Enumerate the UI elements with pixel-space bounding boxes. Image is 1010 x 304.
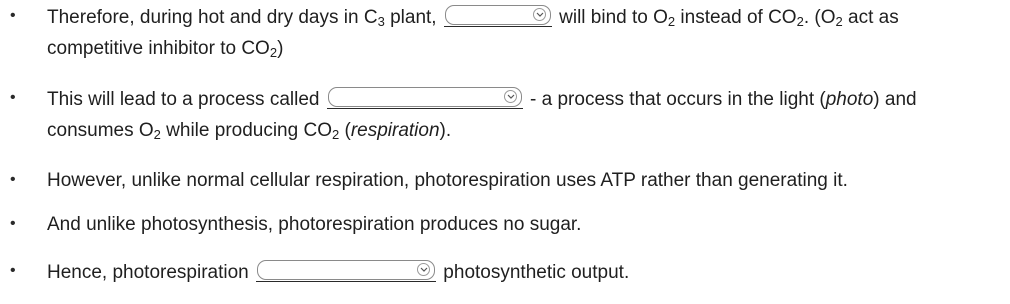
sentence-line: This will lead to a process called - a process that occurs in the light (photo) and [47,86,917,113]
answer-blank [327,86,523,109]
chevron-down-icon [417,263,430,276]
chevron-down-icon [504,90,517,103]
answer-dropdown-2[interactable] [328,87,522,107]
sentence-line: And unlike photosynthesis, photorespiration produces no sugar. [47,214,582,235]
sentence-line: Hence, photorespiration photosynthetic output. [47,259,629,286]
bullet: • [10,7,16,24]
list-item [0,168,1010,196]
sentence-line: competitive inhibitor to $CO_2$) [47,38,284,60]
bullet: • [10,215,16,232]
bullet: • [10,262,16,279]
answer-dropdown-3[interactable] [257,260,435,280]
answer-blank [256,259,436,282]
bullet: • [10,171,16,188]
list-item [0,86,1010,148]
answer-dropdown-1[interactable] [445,5,551,25]
list-item [0,212,1010,240]
sentence-line: consumes $O_2$ while producing $CO_2$ (respiration). [47,120,452,142]
answer-blank [444,4,552,27]
bullet: • [10,89,16,106]
list-item [0,4,1010,66]
list-item [0,259,1010,287]
sentence-line: However, unlike normal cellular respiration, photorespiration uses ATP rather than generating it. [47,170,848,191]
chevron-down-icon [533,8,546,21]
sentence-line: Therefore, during hot and dry days in $C_3$ plant, will bind to $O_2$ instead of $CO_2$. ($O_2$ act as [47,4,899,31]
